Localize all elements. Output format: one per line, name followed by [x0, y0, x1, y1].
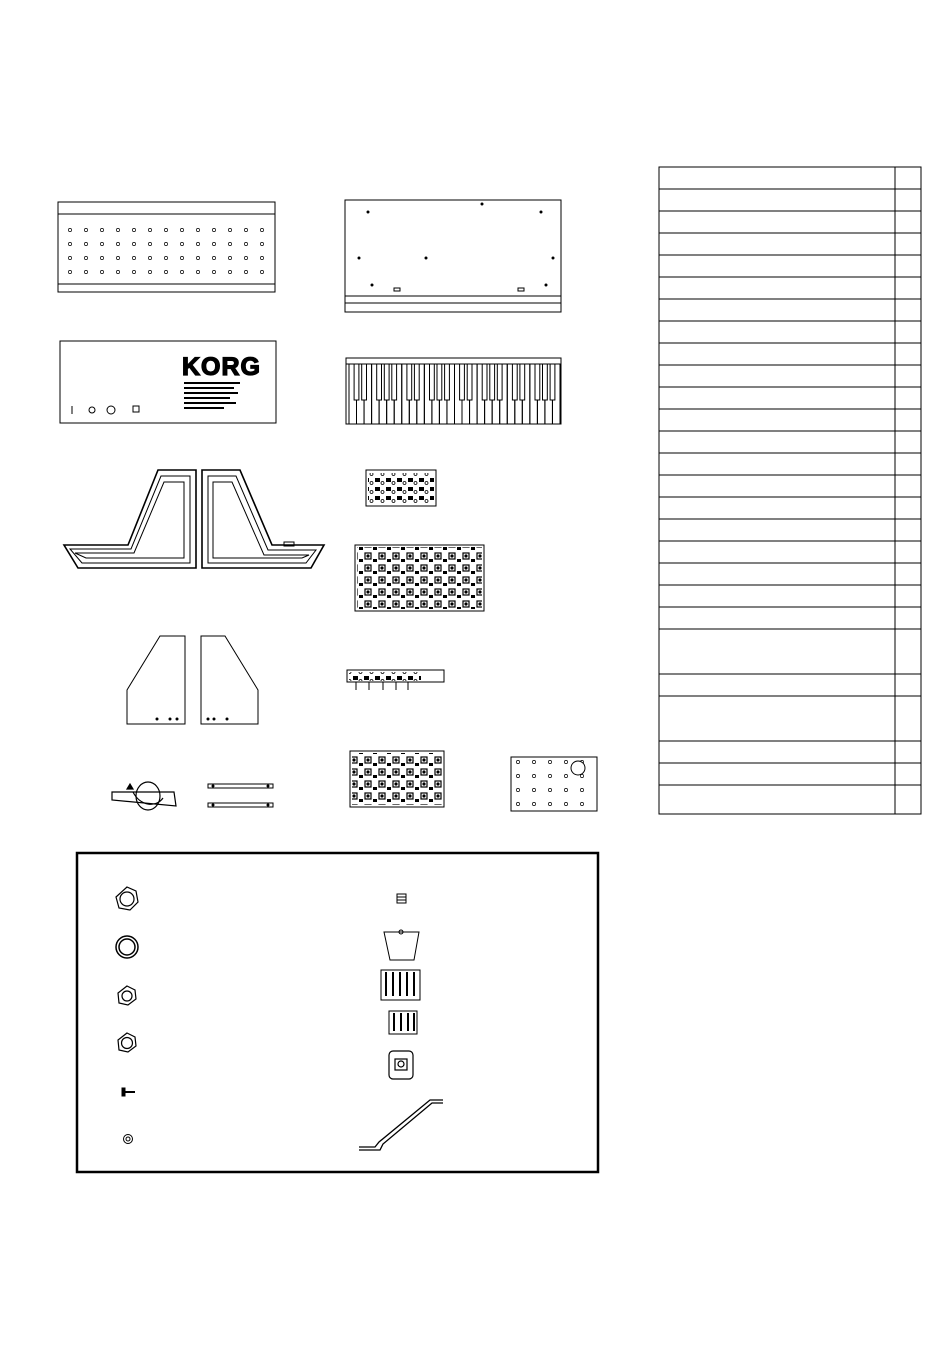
black-key [512, 364, 517, 400]
knob-ribbed-small-icon [389, 1011, 417, 1034]
washer-small-icon [124, 1135, 133, 1144]
pcb-main [355, 545, 484, 611]
black-key [490, 364, 495, 400]
knob-ribbed-icon [381, 970, 420, 1000]
black-key [535, 364, 540, 400]
pcb-small [366, 470, 436, 506]
black-key [430, 364, 435, 400]
side-panel-right [201, 636, 258, 724]
black-key [543, 364, 548, 400]
hardware-box [77, 853, 598, 1172]
black-key [392, 364, 397, 400]
black-key [497, 364, 502, 400]
nut-icon [118, 1033, 136, 1052]
bottom-plate [345, 200, 561, 312]
keyboard-assembly [346, 358, 561, 424]
knob-large-icon [384, 930, 419, 960]
pcb-strip [347, 670, 444, 690]
black-key [384, 364, 389, 400]
black-key [482, 364, 487, 400]
switch-cap-icon [389, 1051, 413, 1079]
side-frame-right [202, 470, 324, 568]
pitch-wheel-assembly [112, 782, 176, 810]
nut-small-icon [118, 986, 136, 1005]
spacer-icon [397, 894, 406, 903]
pcb-jack-board [511, 757, 597, 811]
black-key [354, 364, 359, 400]
side-panel-left [127, 636, 185, 724]
top-panel [58, 202, 275, 292]
black-key [520, 364, 525, 400]
korg-logo: KORG [182, 353, 261, 381]
nut-icon [116, 887, 138, 910]
black-key [377, 364, 382, 400]
black-key [407, 364, 412, 400]
screw-icon [122, 1088, 135, 1096]
side-frame-left [64, 470, 196, 568]
bracket-strips [208, 784, 273, 807]
pcb-panel [350, 751, 444, 807]
black-key [467, 364, 472, 400]
parts-table [659, 167, 921, 814]
black-key [445, 364, 450, 400]
black-key [414, 364, 419, 400]
black-key [362, 364, 367, 400]
black-key [460, 364, 465, 400]
black-key [550, 364, 555, 400]
black-key [437, 364, 442, 400]
washer-icon [116, 936, 138, 958]
bracket-wire-icon [359, 1100, 443, 1150]
